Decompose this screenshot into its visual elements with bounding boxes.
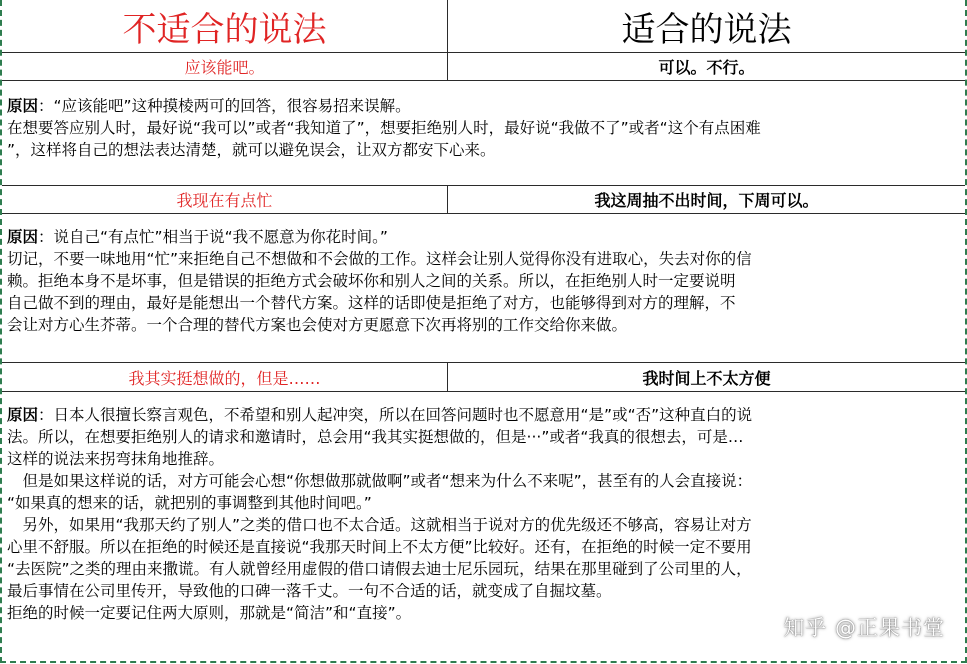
header-bad-cell	[2, 0, 448, 52]
phrase-row-2	[2, 186, 965, 214]
reason-block-3	[7, 404, 959, 624]
good-phrase-cell-2	[448, 186, 965, 213]
reason-line: 法。所以，在想要拒绝别人的请求和邀请时，总会用“我其实挺想做的，但是···”或者“我真的很想去，可是…	[7, 428, 744, 446]
bad-phrase-cell-1	[2, 52, 448, 80]
good-phrase-1: 可以。不行。	[658, 57, 755, 77]
reason-row-2	[2, 214, 965, 363]
header-good-title: 适合的说法	[621, 9, 792, 50]
reason-line: 在想要答应别人时，最好说“我可以”或者“我知道了”，想要拒绝别人时，最好说“我做不了”或者“这个有点困难	[7, 119, 761, 137]
reason-line: 赖。拒绝本身不是坏事，但是错误的拒绝方式会破坏你和别人之间的关系。所以，在拒绝别人时一定要说明	[7, 272, 736, 290]
reason-line: 这样的说法来拐弯抹角地推辞。	[7, 450, 225, 468]
bad-phrase-3: 我其实挺想做的，但是……	[128, 368, 321, 388]
reason-block-1	[7, 95, 959, 161]
reason-line: ：“应该能吧”这种摸棱两可的回答，很容易招来误解。	[38, 97, 411, 115]
reason-line: 拒绝的时候一定要记住两大原则，那就是“简洁”和“直接”。	[7, 604, 412, 622]
bad-phrase-cell-2	[2, 186, 448, 213]
header-row	[2, 0, 965, 53]
reason-line: ：日本人很擅长察言观色，不希望和别人起冲突，所以在回答问题时也不愿意用“是”或“否”这种直白的说	[38, 406, 753, 424]
bad-phrase-cell-3	[2, 363, 448, 391]
reason-line: 心里不舒服。所以在拒绝的时候还是直接说“我那天时间上不太方便”比较好。还有，在拒绝的时候一定不要用	[7, 538, 752, 556]
reason-line: ：说自己“有点忙”相当于说“我不愿意为你花时间。”	[38, 228, 388, 246]
reason-line: 切记，不要一味地用“忙”来拒绝自己不想做和不会做的工作。这样会让别人觉得你没有进取心，失去对你的信	[7, 250, 752, 268]
reason-line: 自己做不到的理由，最好是能想出一个替代方案。这样的话即使是拒绝了对方，也能够得到对方的理解，不	[7, 294, 736, 312]
reason-label-3: 原因	[7, 406, 39, 424]
reason-block-2	[7, 226, 959, 336]
good-phrase-2: 我这周抽不出时间，下周可以。	[594, 191, 819, 210]
header-good-cell	[448, 0, 965, 52]
header-bad-title: 不适合的说法	[122, 9, 327, 50]
reason-line: “如果真的想来的话，就把别的事调整到其他时间吧。”	[7, 494, 372, 512]
zhihu-watermark: 知乎 @正果书堂	[783, 616, 945, 640]
reason-line: ”，这样将自己的想法表达清楚，就可以避免误会，让双方都安下心来。	[7, 141, 496, 159]
reason-line: 会让对方心生芥蒂。一个合理的替代方案也会使对方更愿意下次再将别的工作交给你来做。	[7, 316, 628, 334]
reason-line: 最后事情在公司里传开，导致他的口碑一落千丈。一句不合适的话，就变成了自掘坟墓。	[7, 582, 612, 600]
bad-phrase-2: 我现在有点忙	[176, 191, 273, 210]
good-phrase-3: 我时间上不太方便	[642, 368, 771, 388]
phrase-row-3	[2, 363, 965, 392]
phrase-row-1	[2, 52, 965, 81]
reason-line: 但是如果这样说的话，对方可能会心想“你想做那就做啊”或者“想来为什么不来呢”，甚至有的人会直接说：	[7, 472, 753, 490]
reason-label-1: 原因	[7, 97, 39, 115]
reason-line: 另外，如果用“我那天约了别人”之类的借口也不太合适。这就相当于说对方的优先级还不够高，容易让对方	[7, 516, 752, 534]
reason-row-1	[2, 81, 965, 186]
good-phrase-cell-3	[448, 363, 965, 391]
good-phrase-cell-1	[448, 52, 965, 80]
reason-line: “去医院”之类的理由来撒谎。有人就曾经用虚假的借口请假去迪士尼乐园玩，结果在那里碰到了公司里的人，	[7, 560, 752, 578]
reason-label-2: 原因	[7, 228, 39, 246]
bad-phrase-1: 应该能吧。	[184, 57, 265, 77]
